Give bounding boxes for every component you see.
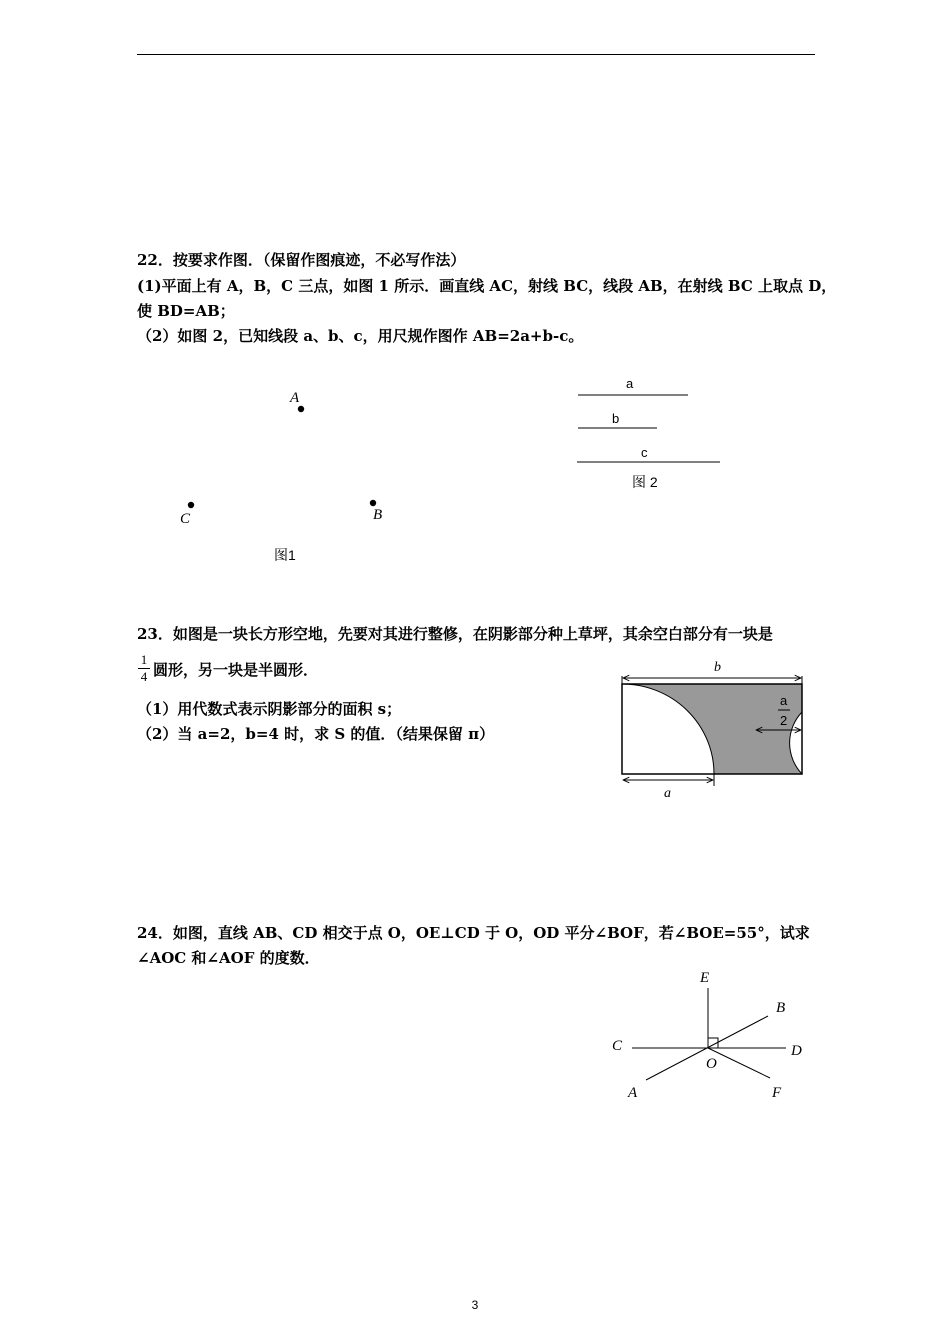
label-A: A bbox=[628, 1085, 638, 1101]
q22-figure2 bbox=[570, 368, 730, 498]
label-b: b bbox=[714, 660, 721, 675]
half-denominator: 2 bbox=[780, 713, 788, 728]
label-D: D bbox=[791, 1043, 802, 1059]
fig1-label-C: C bbox=[180, 511, 191, 527]
fig2-label-c: c bbox=[641, 445, 648, 460]
fig2-label-b: b bbox=[612, 411, 620, 426]
fig1-point-A bbox=[298, 406, 304, 412]
label-O: O bbox=[706, 1056, 717, 1072]
frac-denominator: 4 bbox=[140, 669, 148, 684]
q23-part2: （2）当 a=2，b=4 时，求 S 的值．（结果保留 π） bbox=[137, 725, 495, 743]
fig1-caption: 图1 bbox=[274, 547, 296, 563]
page-number: 3 bbox=[471, 1298, 479, 1312]
q23-part1: （1）用代数式表示阴影部分的面积 s； bbox=[137, 700, 402, 718]
header-rule bbox=[137, 54, 815, 55]
frac-numerator: 1 bbox=[140, 652, 148, 667]
quarter-fraction bbox=[137, 652, 151, 685]
fig1-point-B bbox=[370, 500, 376, 506]
ray-OF bbox=[708, 1048, 770, 1078]
q22-part2: （2）如图 2，已知线段 a、b、c，用尺规作图作 AB=2a+b-c。 bbox=[137, 327, 584, 345]
label-F: F bbox=[772, 1085, 782, 1101]
q24-line2: ∠AOC 和∠AOF 的度数． bbox=[137, 949, 320, 967]
label-C: C bbox=[612, 1038, 623, 1054]
label-a: a bbox=[664, 786, 671, 800]
q23-figure bbox=[610, 650, 810, 800]
fig1-label-B: B bbox=[373, 507, 383, 523]
q24-line1: 24．如图，直线 AB、CD 相交于点 O，OE⊥CD 于 O，OD 平分∠BOF，若∠BOE=55°，试求 bbox=[137, 924, 810, 942]
q23-line1: 23．如图是一块长方形空地，先要对其进行整修，在阴影部分种上草坪，其余空白部分有一块是 bbox=[137, 625, 773, 643]
shaded-lawn bbox=[622, 684, 802, 774]
q23-line2: 圆形，另一块是半圆形． bbox=[153, 661, 319, 679]
q22-title: 22．按要求作图．（保留作图痕迹，不必写作法） bbox=[137, 251, 466, 269]
label-E: E bbox=[700, 970, 710, 986]
q24-figure bbox=[600, 960, 820, 1110]
fig2-caption: 图 2 bbox=[632, 474, 658, 490]
fig2-label-a: a bbox=[626, 376, 634, 391]
q22-figure1 bbox=[170, 380, 410, 570]
q22-part1-line1: (1)平面上有 A，B，C 三点，如图 1 所示．画直线 AC，射线 BC，线段 AB，在射线 BC 上取点 D， bbox=[137, 277, 837, 295]
fig1-label-A: A bbox=[290, 390, 300, 406]
label-B: B bbox=[776, 1000, 786, 1016]
half-numerator: a bbox=[780, 693, 788, 708]
fig1-point-C bbox=[188, 502, 194, 508]
q22-part1-line2: 使 BD=AB； bbox=[137, 302, 235, 320]
